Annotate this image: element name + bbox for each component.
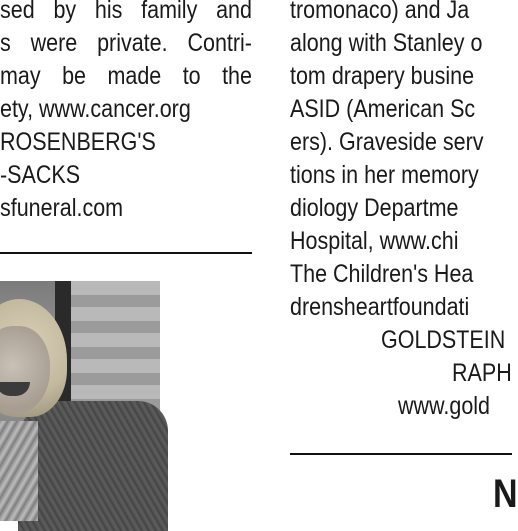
- next-obituary-heading: N: [493, 472, 518, 516]
- funeral-home-name: GOLDSTEIN: [381, 326, 506, 354]
- text-line: s were private. Contri-: [0, 29, 252, 57]
- text-line: ety, www.cancer.org: [0, 95, 191, 123]
- obituary-column-right: [290, 0, 512, 512]
- funeral-home-name: -SACKS: [0, 161, 81, 189]
- portrait-photo: [0, 281, 160, 512]
- text-line: along with Stanley o: [290, 29, 483, 57]
- divider-rule: [0, 252, 252, 254]
- text-line: drensheartfoundati: [290, 293, 470, 321]
- funeral-home-url: sfuneral.com: [0, 194, 124, 222]
- divider-rule: [290, 453, 512, 455]
- text-line: diology Departme: [290, 194, 459, 222]
- text-line: tions in her memory: [290, 161, 479, 189]
- text-line: ASID (American Sc: [290, 95, 476, 123]
- text-line: Hospital, www.chi: [290, 227, 459, 255]
- funeral-home-url: www.gold: [398, 392, 491, 420]
- text-line: may be made to the: [0, 62, 252, 90]
- text-line: ers). Graveside serv: [290, 128, 484, 156]
- text-line: tromonaco) and Ja: [290, 0, 470, 24]
- text-line: tom drapery busine: [290, 62, 475, 90]
- funeral-home-name: RAPH: [452, 359, 512, 387]
- text-line: sed by his family and: [0, 0, 252, 24]
- text-line: The Children's Hea: [290, 260, 474, 288]
- funeral-home-name: ROSENBERG'S: [0, 128, 156, 156]
